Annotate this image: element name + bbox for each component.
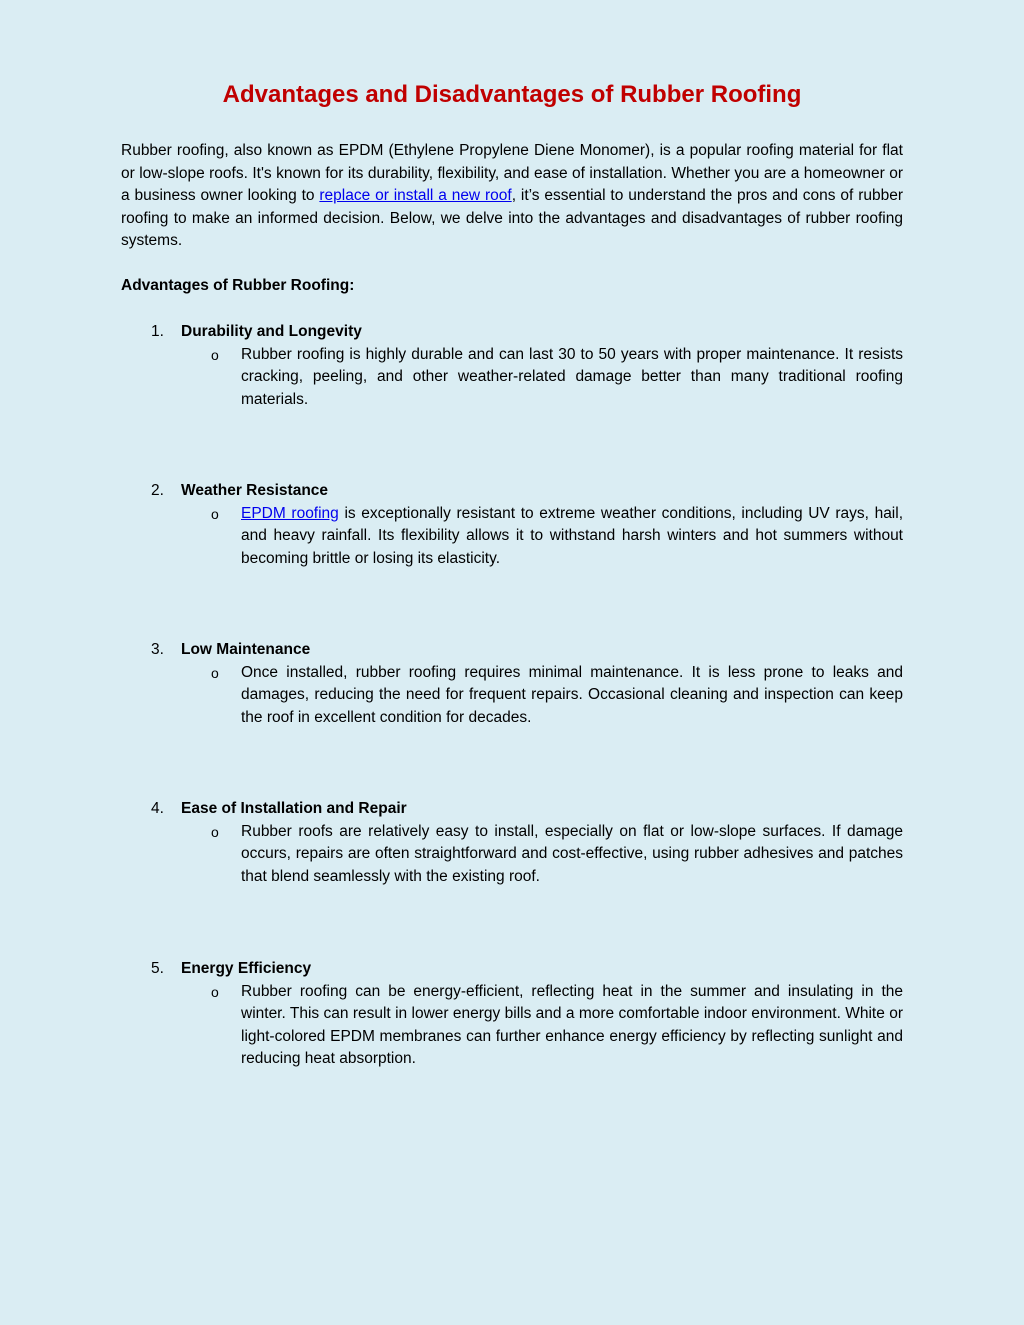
epdm-roofing-link[interactable]: EPDM roofing <box>241 504 339 522</box>
list-item-number: 3. <box>151 641 164 658</box>
bullet-icon: o <box>211 823 219 840</box>
intro-text-start: Rubber roofing, also known as EPDM (Ethylene Propylene Diene Monomer), is a popular roofing material for flat or low-slope roofs. It's known for its durability, flexibility, and ease of installation. Whether you are a homeowner or a business owner looking to <box>121 142 903 204</box>
description-text: Once installed, rubber roofing requires minimal maintenance. It is less prone to leaks and damages, reducing the need for frequent repairs. Occasional cleaning and inspection can keep the roof in excellent condition for decades. <box>241 663 903 726</box>
list-item-title: Ease of Installation and Repair <box>181 800 407 817</box>
list-item-title: Weather Resistance <box>181 482 329 499</box>
list-item-title: Durability and Longevity <box>181 323 362 340</box>
description-text: Rubber roofing can be energy-efficient, reflecting heat in the summer and insulating in the winter. This can result in lower energy bills and a more comfortable indoor environment. White or light-colored EPDM membranes can further enhance energy efficiency by reflecting sunlight and reducing heat absorption. <box>241 982 903 1067</box>
intro-text-end: , it’s essential to understand the pros and cons of rubber roofing to make an informed decision. Below, we delve into the advantages and disadvantages of rubber roofing systems. <box>121 187 903 249</box>
description-text: is exceptionally resistant to extreme weather conditions, including UV rays, hail, and heavy rainfall. Its flexibility allows it to withstand harsh winters and hot summers without becoming brittle or losing its elasticity. <box>241 504 904 567</box>
list-item-number: 5. <box>151 960 164 977</box>
list-item-header <box>121 639 903 662</box>
list-item-description <box>211 662 903 730</box>
list-item-description <box>211 503 904 571</box>
description-text: Rubber roofs are relatively easy to install, especially on flat or low-slope surfaces. If damage occurs, repairs are often straightforward and cost-effective, using rubber adhesives and patches that blend seamlessly with the existing roof. <box>241 822 903 885</box>
document-title: Advantages and Disadvantages of Rubber Roofing <box>222 81 802 108</box>
list-item-number: 4. <box>151 800 164 817</box>
list-item-header <box>121 798 903 821</box>
list-item-description <box>211 821 903 889</box>
list-item-number: 2. <box>151 482 164 499</box>
list-item-title: Low Maintenance <box>181 641 311 658</box>
intro-paragraph <box>121 140 903 253</box>
list-item-title: Energy Efficiency <box>181 960 312 977</box>
list-item <box>121 321 903 411</box>
replace-roof-link[interactable]: replace or install a new roof <box>319 187 512 204</box>
list-item <box>121 480 903 570</box>
list-item-header <box>121 321 903 344</box>
list-item-description <box>211 981 903 1071</box>
bullet-icon: o <box>211 983 219 1000</box>
list-item-description <box>211 344 903 412</box>
list-item-header <box>121 958 903 981</box>
bullet-icon: o <box>211 505 219 522</box>
list-item <box>121 639 903 729</box>
description-text: Rubber roofing is highly durable and can last 30 to 50 years with proper maintenance. It resists cracking, peeling, and other weather-related damage better than many traditional roofing materials. <box>241 345 903 408</box>
list-item <box>121 798 903 888</box>
list-item-header <box>121 480 903 503</box>
advantages-heading: Advantages of Rubber Roofing: <box>121 277 355 294</box>
list-item <box>121 958 903 1071</box>
bullet-icon: o <box>211 346 219 363</box>
list-item-number: 1. <box>151 323 164 340</box>
bullet-icon: o <box>211 664 219 681</box>
